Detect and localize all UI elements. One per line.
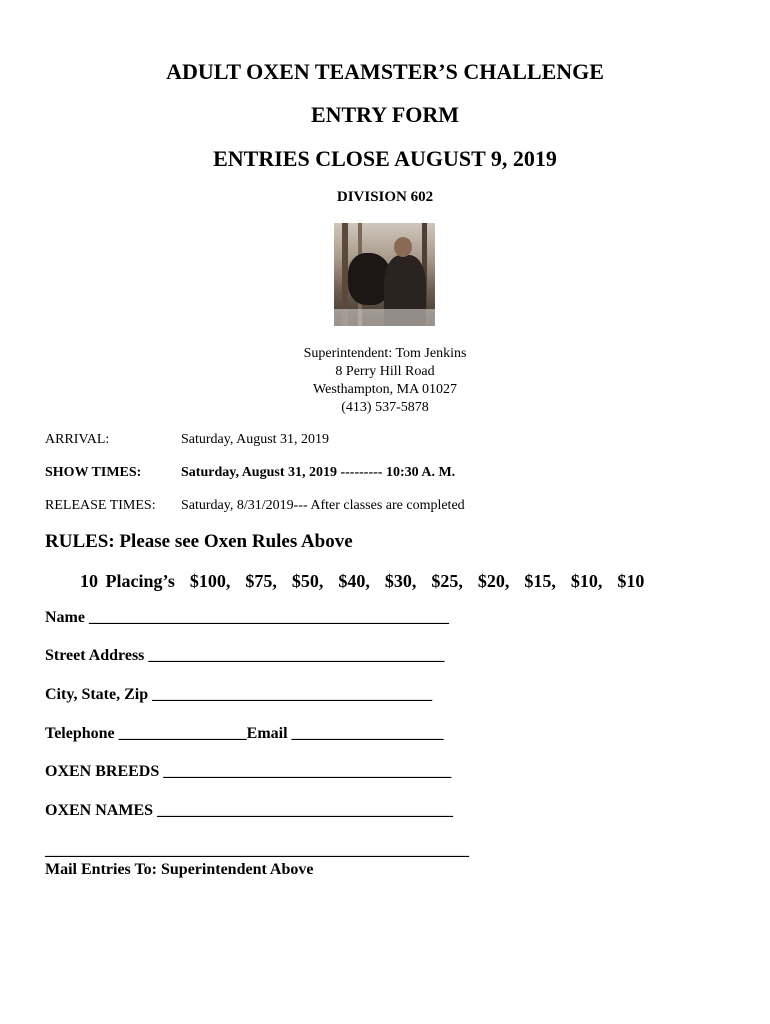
- mail-entries-instructions: Mail Entries To: Superintendent Above: [45, 861, 314, 878]
- arrival-value: Saturday, August 31, 2019: [181, 432, 330, 447]
- superintendent-city: Westhampton, MA 01027: [313, 382, 457, 397]
- superintendent-name: Superintendent: Tom Jenkins: [303, 346, 467, 361]
- entries-deadline: ENTRIES CLOSE AUGUST 9, 2019: [213, 146, 557, 171]
- form-title: ADULT OXEN TEAMSTER’S CHALLENGE: [166, 59, 604, 84]
- division-number: DIVISION 602: [336, 189, 434, 205]
- street-address-field[interactable]: Street Address _____________________________________: [45, 647, 445, 664]
- teamster-with-ox-photo: [334, 223, 435, 326]
- prize-placings: 10 Placing’s $100, $75, $50, $40, $30, $25, $20, $15, $10, $10: [80, 571, 645, 591]
- form-subtitle: ENTRY FORM: [310, 102, 460, 127]
- oxen-breeds-field[interactable]: OXEN BREEDS ____________________________________: [45, 763, 452, 780]
- show-times-value: Saturday, August 31, 2019 --------- 10:30 A. M.: [181, 465, 456, 480]
- city-state-zip-field[interactable]: City, State, Zip ___________________________________: [45, 686, 433, 703]
- release-times-value: Saturday, 8/31/2019--- After classes are completed: [181, 498, 465, 513]
- arrival-label: ARRIVAL:: [45, 432, 110, 447]
- blank-line-field[interactable]: _____________________________________________________: [45, 842, 469, 859]
- name-field[interactable]: Name _____________________________________________: [45, 609, 449, 626]
- superintendent-phone: (413) 537-5878: [341, 400, 429, 415]
- release-times-label: RELEASE TIMES:: [45, 498, 156, 513]
- telephone-email-field[interactable]: Telephone ________________Email ___________________: [45, 725, 444, 742]
- oxen-names-field[interactable]: OXEN NAMES _____________________________________: [45, 802, 454, 819]
- rules-heading: RULES: Please see Oxen Rules Above: [45, 531, 353, 552]
- show-times-label: SHOW TIMES:: [45, 465, 142, 480]
- superintendent-street: 8 Perry Hill Road: [335, 364, 435, 379]
